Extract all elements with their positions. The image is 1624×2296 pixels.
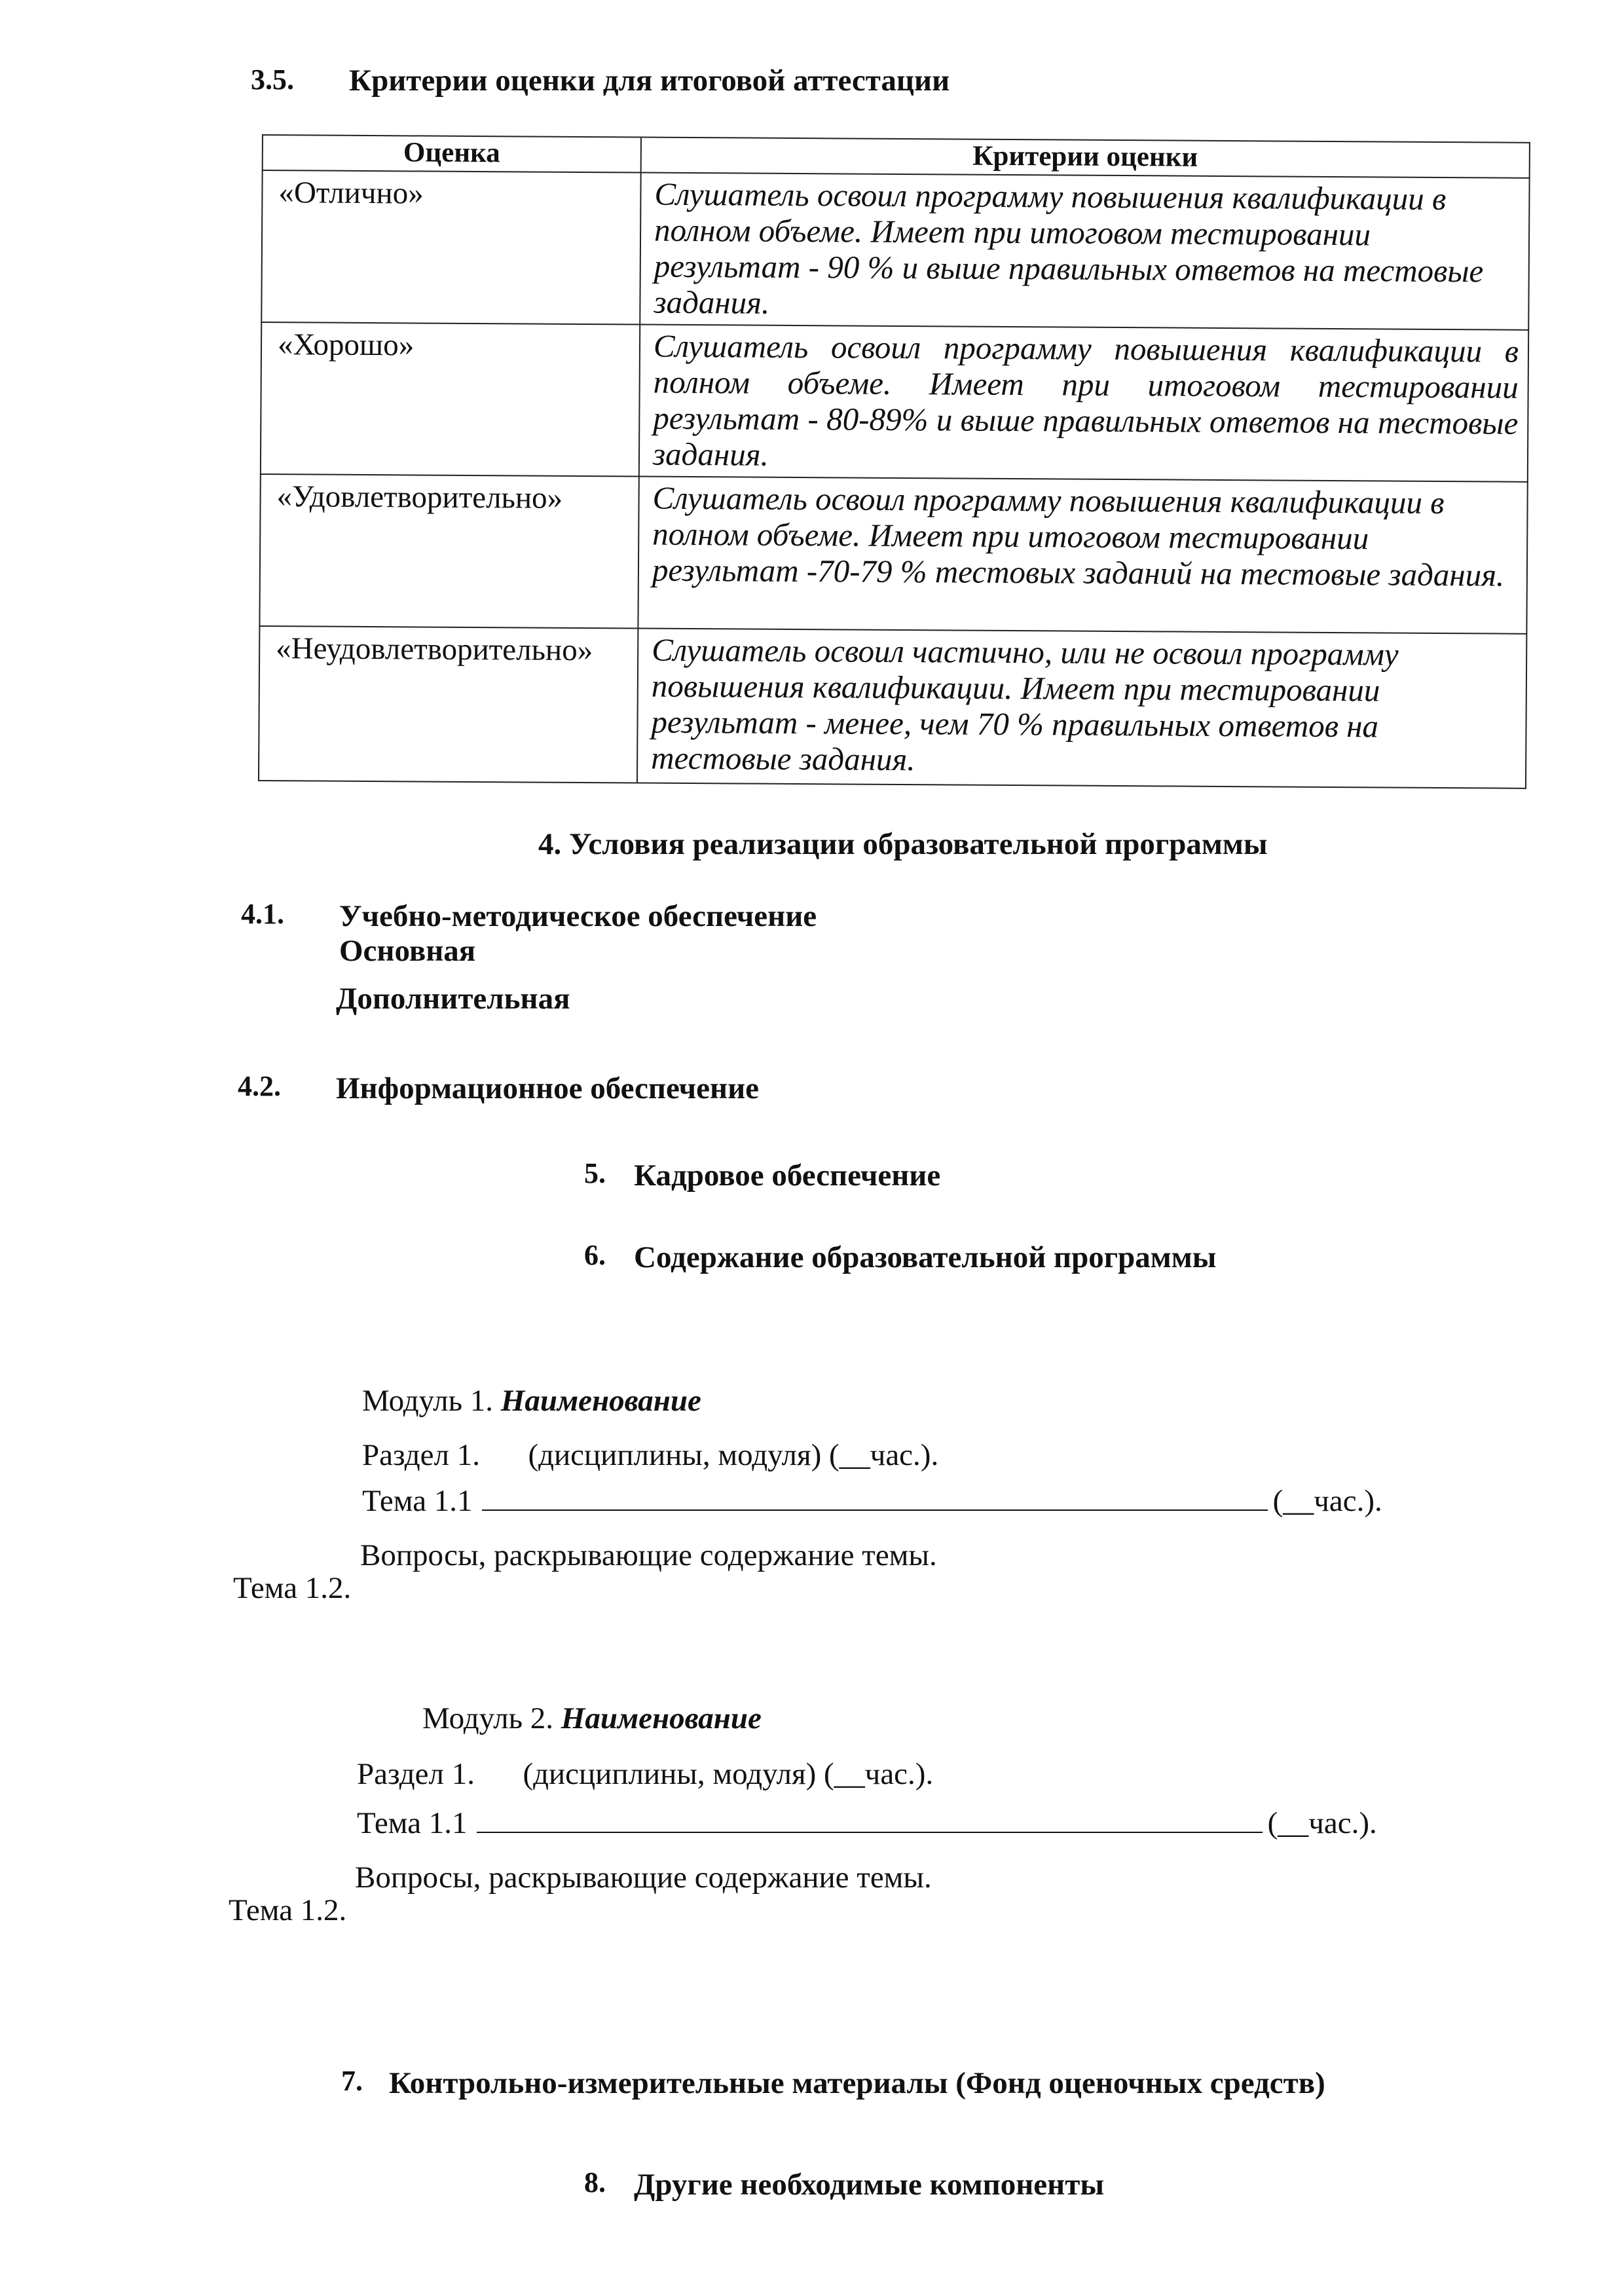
module-1-topic-line — [362, 1483, 1382, 1519]
section-4-1-item-main: Основная — [339, 934, 476, 968]
blank-fill-line — [477, 1805, 1263, 1833]
module-2-questions: Вопросы, раскрывающие содержание темы. — [355, 1861, 932, 1895]
topic-label: Тема 1.1 — [357, 1806, 468, 1840]
section-label: Раздел 1. — [357, 1757, 475, 1791]
module-name: Наименование — [561, 1701, 762, 1735]
module-1-heading — [362, 1383, 701, 1418]
module-1-section-line — [362, 1437, 938, 1473]
table-row — [261, 170, 1529, 330]
module-1-questions: Вопросы, раскрывающие содержание темы. — [360, 1538, 937, 1572]
module-name: Наименование — [500, 1384, 701, 1418]
grade-cell: «Отлично» — [261, 170, 640, 325]
criteria-cell: Слушатель освоил частично, или не освоил программу повышения квалификации. Имеет при тестировании результат - менее, чем 70 % правильных ответов на тестовые задания. — [637, 629, 1526, 788]
module-2-topic-line — [357, 1805, 1377, 1841]
section-4-2-number: 4.2. — [238, 1070, 281, 1102]
section-8-number: 8. — [584, 2166, 606, 2198]
section-8-title: Другие необходимые компоненты — [634, 2168, 1105, 2202]
section-4-1-title: Учебно-методическое обеспечение — [339, 899, 817, 933]
criteria-cell: Слушатель освоил программу повышения квалификации в полном объеме. Имеет при итоговом тестировании результат - 80-89% и выше правильных ответов на тестовые задания. — [639, 325, 1528, 482]
module-1-next-topic: Тема 1.2. — [233, 1571, 352, 1605]
section-7-title: Контрольно-измерительные материалы (Фонд оценочных средств) — [389, 2066, 1325, 2100]
section-7-number: 7. — [341, 2065, 363, 2097]
section-4-1-item-additional: Дополнительная — [336, 982, 570, 1016]
section-label: Раздел 1. — [362, 1438, 480, 1472]
topic-hours: (__час.). — [1267, 1806, 1377, 1840]
section-6-number: 6. — [584, 1239, 606, 1271]
criteria-cell: Слушатель освоил программу повышения квалификации в полном объеме. Имеет при итоговом тестировании результат -70-79 % тестовых заданий на тестовые задания. — [638, 477, 1527, 634]
section-3-5-number: 3.5. — [251, 64, 294, 96]
topic-hours: (__час.). — [1272, 1484, 1382, 1518]
section-5-number: 5. — [584, 1157, 606, 1189]
module-2-heading — [422, 1701, 762, 1736]
grade-cell: «Хорошо» — [261, 322, 640, 477]
table-row — [259, 474, 1527, 634]
table-row — [261, 322, 1528, 482]
grade-cell: «Удовлетворительно» — [259, 474, 638, 629]
section-4-2-title: Информационное обеспечение — [336, 1071, 760, 1105]
topic-label: Тема 1.1 — [362, 1484, 473, 1518]
module-label: Модуль 2. — [422, 1701, 554, 1735]
section-text: (дисциплины, модуля) (__час.). — [523, 1757, 934, 1791]
criteria-column-header: Критерии оценки — [641, 138, 1530, 178]
module-2-next-topic: Тема 1.2. — [229, 1893, 347, 1927]
section-4-1-number: 4.1. — [241, 898, 284, 930]
criteria-cell: Слушатель освоил программу повышения квалификации в полном объеме. Имеет при итоговом тестировании результат - 90 % и выше правильных ответов на тестовые задания. — [640, 173, 1529, 330]
assessment-criteria-table — [258, 134, 1530, 789]
section-6-title: Содержание образовательной программы — [634, 1240, 1217, 1274]
module-label: Модуль 1. — [362, 1384, 494, 1418]
blank-fill-line — [482, 1483, 1268, 1511]
module-2-section-line — [357, 1756, 933, 1792]
table-row — [259, 626, 1526, 788]
section-4-title: 4. Условия реализации образовательной программы — [538, 827, 1268, 861]
section-3-5-title: Критерии оценки для итоговой аттестации — [349, 64, 950, 98]
section-text: (дисциплины, модуля) (__час.). — [528, 1438, 939, 1472]
section-5-title: Кадровое обеспечение — [634, 1158, 941, 1193]
grade-cell: «Неудовлетворительно» — [259, 626, 638, 783]
grade-column-header: Оценка — [263, 135, 641, 173]
